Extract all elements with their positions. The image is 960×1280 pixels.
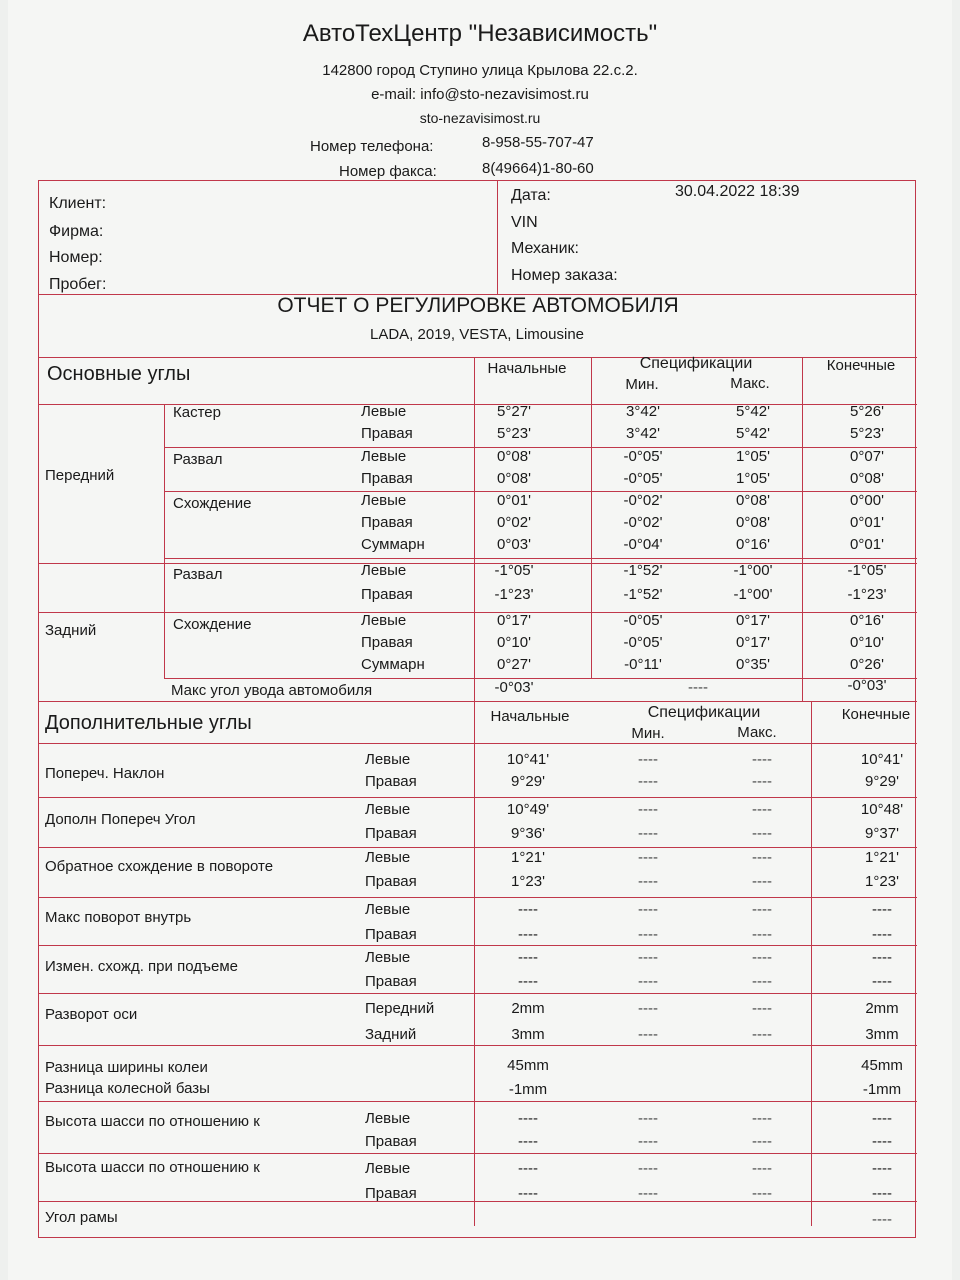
value-max: 5°42' [736,403,770,420]
row-side: Левые [361,492,407,509]
value-final: 3mm [865,1026,899,1043]
value-min: -0°05' [623,470,663,487]
row-divider [39,357,917,358]
row-side: Правая [361,470,413,487]
row-divider [39,743,917,744]
value-initial: 0°10' [497,634,531,651]
row-divider [164,678,917,679]
value-final: ---- [872,1110,892,1127]
track-initial: 45mm [507,1057,549,1074]
final-header-2: Конечные [841,706,911,723]
extra-label-max_turn: Макс поворот внутрь [45,909,192,926]
value-initial: ---- [518,949,538,966]
value-min: ---- [638,751,658,768]
value-initial: 0°17' [497,612,531,629]
client-label: Клиент: [49,195,107,212]
value-final: ---- [872,1133,892,1150]
column-divider [811,701,812,1226]
value-min: -0°02' [623,492,663,509]
min-header: Мин. [625,376,659,393]
phone-value: 8-958-55-707-47 [482,134,594,151]
value-final: 0°01' [850,536,884,553]
row-divider [39,797,917,798]
value-initial: 9°36' [511,825,545,842]
value-max: ---- [752,1185,772,1202]
extra-label-wheelbase: Разница колесной базы [45,1080,210,1097]
value-max: 0°35' [736,656,770,673]
value-final: 9°29' [865,773,899,790]
value-initial: ---- [518,973,538,990]
final-header: Конечные [826,357,896,374]
value-max: 0°17' [736,612,770,629]
row-divider [39,847,917,848]
row-side: Левые [365,1160,411,1177]
column-divider [591,357,592,404]
order-label: Номер заказа: [511,267,618,284]
value-min: ---- [638,926,658,943]
row-divider [39,945,917,946]
fax-label: Номер факса: [339,163,437,180]
row-side: Правая [365,873,417,890]
extra-label-included: Дополн Попереч Угол [45,811,196,828]
value-max: -1°00' [733,586,773,603]
extra-label-inclination: Попереч. Наклон [45,765,165,782]
extra-label-toe_out: Обратное схождение в повороте [45,858,274,875]
row-side: Правая [365,926,417,943]
value-initial: ---- [518,901,538,918]
value-max: ---- [752,1000,772,1017]
value-max: ---- [752,1110,772,1127]
label-toe-rear: Схождение [173,616,252,633]
main-section-title: Основные углы [47,363,191,385]
extra-label-height1: Высота шасси по отношению к [45,1113,260,1130]
label-camber: Развал [173,451,223,468]
specs-header: Спецификации [639,355,753,372]
row-divider [39,701,917,702]
row-side: Левые [361,612,407,629]
value-max: ---- [752,751,772,768]
value-initial: 10°41' [506,751,550,768]
value-min: ---- [638,849,658,866]
value-max: ---- [752,1133,772,1150]
row-side: Правая [365,825,417,842]
value-min: -0°05' [623,448,663,465]
max-header-2: Макс. [737,724,777,741]
row-side: Правая [361,425,413,442]
report-table [38,180,916,1238]
value-max: ---- [752,973,772,990]
value-final: 10°41' [860,751,904,768]
value-initial: 0°02' [497,514,531,531]
extra-section-title: Дополнительные углы [45,712,252,734]
value-min: ---- [638,901,658,918]
row-divider [39,404,917,405]
value-max: 0°16' [736,536,770,553]
phone-label: Номер телефона: [310,138,434,155]
number-label: Номер: [49,249,103,266]
row-divider [39,612,917,613]
row-divider [39,993,917,994]
row-side: Левые [361,448,407,465]
row-side: Передний [365,1000,435,1017]
value-final: 10°48' [860,801,904,818]
column-divider [474,701,475,1226]
vin-label: VIN [511,214,538,231]
value-min: -0°11' [624,656,662,673]
mileage-label: Пробег: [49,276,107,293]
value-max: ---- [752,801,772,818]
company-address: 142800 город Ступино улица Крылова 22.с.2. [322,62,638,79]
value-initial: ---- [518,926,538,943]
value-min: -0°05' [623,612,663,629]
value-initial: 3mm [511,1026,545,1043]
column-divider [164,404,165,678]
value-min: ---- [638,1110,658,1127]
value-final: ---- [872,1160,892,1177]
row-side: Правая [361,514,413,531]
value-final: ---- [872,926,892,943]
initial-header-2: Начальные [490,708,570,725]
value-final: 0°07' [850,448,884,465]
value-final: ---- [872,973,892,990]
row-divider [164,491,917,492]
row-side: Левые [365,901,411,918]
row-side: Правая [361,634,413,651]
value-final: 0°10' [850,634,884,651]
value-final: 1°23' [865,873,899,890]
value-initial: 0°01' [497,492,531,509]
value-max: ---- [752,1160,772,1177]
row-side: Левые [361,403,407,420]
row-divider [164,447,917,448]
value-max: 0°08' [736,514,770,531]
value-min: 3°42' [626,403,660,420]
min-header-2: Мин. [631,725,665,742]
value-min: ---- [638,973,658,990]
value-max: -1°00' [733,562,773,579]
initial-header: Начальные [487,360,567,377]
date-value: 30.04.2022 18:39 [675,183,800,200]
value-final: 5°26' [850,403,884,420]
row-divider [39,1201,917,1202]
group-rear: Задний [45,622,97,639]
value-final: 0°08' [850,470,884,487]
firm-label: Фирма: [49,223,104,240]
value-initial: ---- [518,1133,538,1150]
value-min: ---- [638,825,658,842]
value-final: 0°16' [850,612,884,629]
value-min: ---- [638,1026,658,1043]
column-divider [802,357,803,701]
value-initial: ---- [518,1185,538,1202]
value-max: 1°05' [736,448,770,465]
value-initial: 9°29' [511,773,545,790]
value-initial: -1°05' [494,562,534,579]
value-final: 0°26' [850,656,884,673]
company-email: e-mail: info@sto-nezavisimost.ru [371,86,589,103]
value-max: ---- [752,949,772,966]
group-front: Передний [45,467,115,484]
report-title: ОТЧЕТ О РЕГУЛИРОВКЕ АВТОМОБИЛЯ [277,294,679,317]
thrust-initial: -0°03' [494,679,534,696]
frame-angle-final: ---- [872,1211,892,1228]
row-side: Правая [365,773,417,790]
value-min: ---- [638,1160,658,1177]
value-initial: ---- [518,1110,538,1127]
value-max: ---- [752,825,772,842]
value-max: ---- [752,773,772,790]
label-camber-rear: Развал [173,566,223,583]
value-initial: -1°23' [494,586,534,603]
row-divider [164,558,917,559]
extra-label-bump_steer: Измен. схожд. при подъеме [45,958,239,975]
value-min: -0°04' [623,536,663,553]
row-divider [39,897,917,898]
value-initial: 0°27' [497,656,531,673]
extra-label-frame: Угол рамы [45,1209,118,1226]
value-final: 1°21' [865,849,899,866]
extra-label-setback: Разворот оси [45,1006,138,1023]
value-min: ---- [638,773,658,790]
value-initial: 0°08' [497,448,531,465]
value-min: 3°42' [626,425,660,442]
company-name: АвтоТехЦентр "Независимость" [302,20,658,47]
value-min: ---- [638,801,658,818]
value-final: 0°00' [850,492,884,509]
value-min: ---- [638,1185,658,1202]
value-final: 0°01' [850,514,884,531]
value-max: 1°05' [736,470,770,487]
value-min: -1°52' [623,562,663,579]
row-side: Правая [361,586,413,603]
column-divider [591,404,592,678]
row-divider [39,1153,917,1154]
row-side: Правая [365,1185,417,1202]
row-divider [39,1045,917,1046]
value-final: ---- [872,1185,892,1202]
value-max: ---- [752,1026,772,1043]
value-max: 0°17' [736,634,770,651]
value-initial: 5°23' [497,425,531,442]
row-side: Левые [365,849,411,866]
vehicle-info: LADA, 2019, VESTA, Limousine [370,326,584,343]
thrust-spec: ---- [688,679,708,696]
column-divider [474,404,475,701]
row-divider [39,1101,917,1102]
value-final: -1°23' [847,586,887,603]
company-site: sto-nezavisimost.ru [419,110,541,126]
label-caster: Кастер [173,404,221,421]
row-side: Левые [365,801,411,818]
value-min: -1°52' [623,586,663,603]
value-min: ---- [638,873,658,890]
value-final: 5°23' [850,425,884,442]
value-initial: 0°03' [497,536,531,553]
row-divider [39,563,917,564]
value-initial: 10°49' [506,801,550,818]
row-side: Левые [365,751,411,768]
wheelbase-final: -1mm [862,1081,902,1098]
value-min: ---- [638,949,658,966]
value-max: ---- [752,926,772,943]
value-final: -1°05' [847,562,887,579]
value-min: ---- [638,1000,658,1017]
date-label: Дата: [511,187,551,204]
value-initial: 5°27' [497,403,531,420]
row-side: Суммарн [361,536,425,553]
value-max: ---- [752,849,772,866]
value-max: 0°08' [736,492,770,509]
max-header: Макс. [730,375,770,392]
value-max: 5°42' [736,425,770,442]
specs-header-2: Спецификации [647,704,761,721]
mechanic-label: Механик: [511,240,579,257]
row-side: Задний [365,1026,417,1043]
value-max: ---- [752,873,772,890]
value-min: ---- [638,1133,658,1150]
label-toe: Схождение [173,495,252,512]
row-side: Левые [361,562,407,579]
value-final: 9°37' [865,825,899,842]
value-max: ---- [752,901,772,918]
row-side: Правая [365,973,417,990]
value-final: ---- [872,949,892,966]
column-divider [497,181,498,294]
row-side: Левые [365,1110,411,1127]
row-side: Правая [365,1133,417,1150]
extra-label-height2: Высота шасси по отношению к [45,1159,260,1176]
fax-value: 8(49664)1-80-60 [482,160,594,177]
label-thrust: Макс угол увода автомобиля [171,682,373,699]
value-min: -0°05' [623,634,663,651]
row-side: Суммарн [361,656,425,673]
value-initial: ---- [518,1160,538,1177]
value-final: ---- [872,901,892,918]
row-side: Левые [365,949,411,966]
value-initial: 2mm [511,1000,545,1017]
value-final: 2mm [865,1000,899,1017]
value-min: -0°02' [623,514,663,531]
value-initial: 0°08' [497,470,531,487]
track-final: 45mm [861,1057,903,1074]
value-initial: 1°23' [511,873,545,890]
value-initial: 1°21' [511,849,545,866]
thrust-final: -0°03' [847,677,887,694]
extra-label-track: Разница ширины колеи [45,1059,208,1076]
wheelbase-initial: -1mm [508,1081,548,1098]
